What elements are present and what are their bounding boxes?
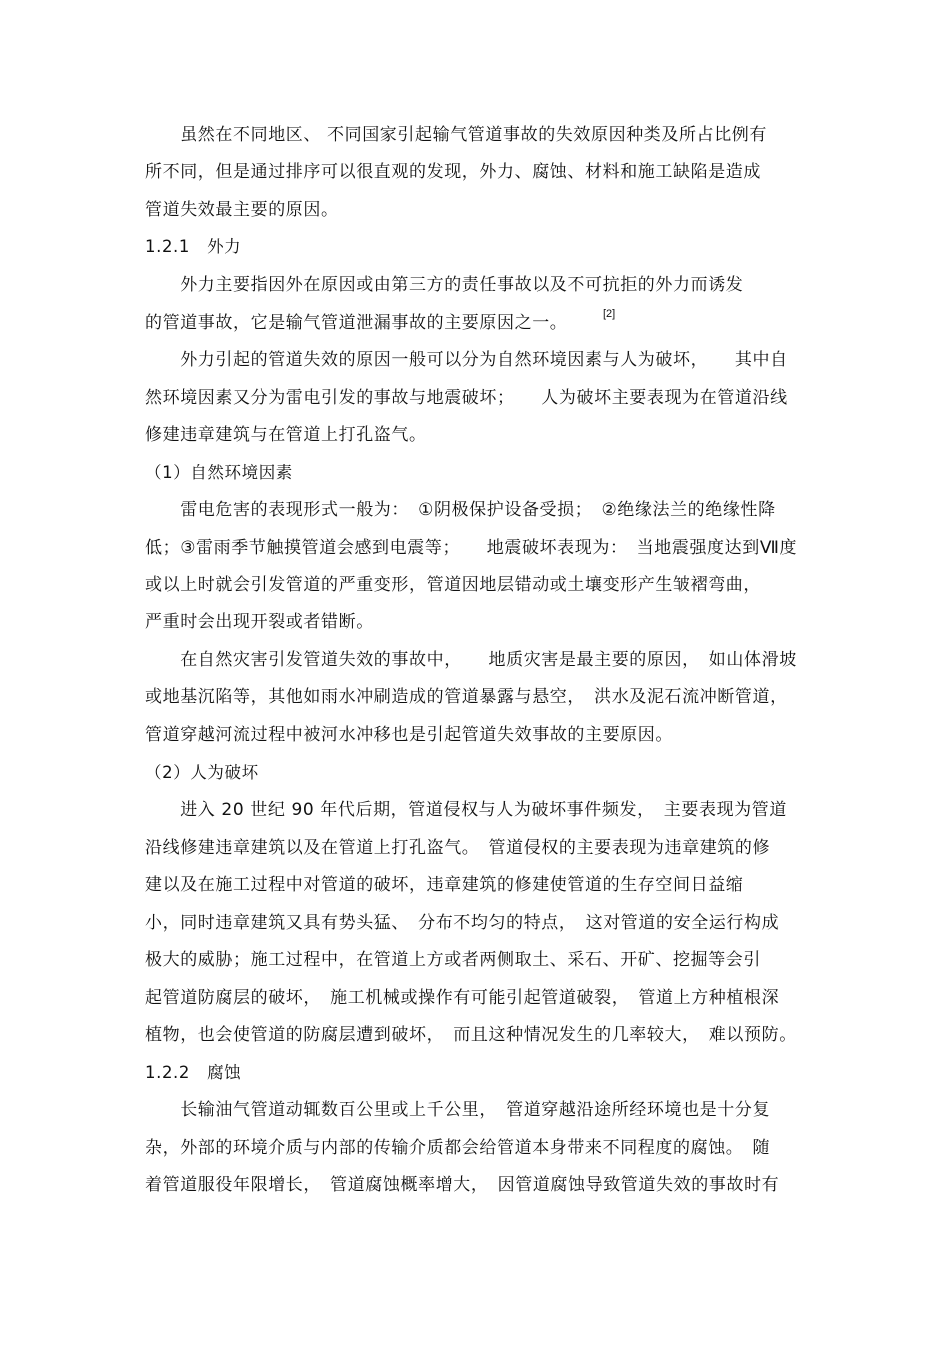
paragraph-line: 或地基沉陷等，其他如雨水冲刷造成的管道暴露与悬空， 洪水及泥石流冲断管道， — [145, 687, 788, 707]
paragraph-line: 建以及在施工过程中对管道的破坏，违章建筑的修建使管道的生存空间日益缩 — [145, 875, 744, 895]
paragraph-line: 严重时会出现开裂或者错断。 — [145, 612, 374, 632]
section-heading-1-2-1: 1.2.1 外力 — [145, 237, 242, 256]
paragraph-line: 植物，也会使管道的防腐层遭到破坏， 而且这种情况发生的几率较大， 难以预防。 — [145, 1025, 797, 1045]
paragraph-line: 外力引起的管道失效的原因一般可以分为自然环境因素与人为破坏， 其中自 — [145, 350, 788, 370]
section-heading-1-2-2: 1.2.2 腐蚀 — [145, 1063, 242, 1082]
paragraph-line: 长输油气管道动辄数百公里或上千公里， 管道穿越沿途所经环境也是十分复 — [145, 1100, 771, 1120]
paragraph-line: 极大的威胁；施工过程中，在管道上方或者两侧取土、采石、开矿、挖掘等会引 — [145, 950, 761, 970]
paragraph-line: 或以上时就会引发管道的严重变形，管道因地层错动或土壤变形产生皱褶弯曲， — [145, 575, 761, 595]
paragraph-line: 管道穿越河流过程中被河水冲移也是引起管道失效事故的主要原因。 — [145, 725, 673, 745]
paragraph-line: 虽然在不同地区、 不同国家引起输气管道事故的失效原因种类及所占比例有 — [145, 125, 768, 145]
citation-superscript: [2] — [603, 308, 616, 320]
paragraph-line: 着管道服役年限增长， 管道腐蚀概率增大， 因管道腐蚀导致管道失效的事故时有 — [145, 1175, 780, 1195]
paragraph-line: 进入 20 世纪 90 年代后期，管道侵权与人为破坏事件频发， 主要表现为管道 — [145, 800, 787, 820]
paragraph-line: 低；③雷雨季节触摸管道会感到电震等； 地震破坏表现为： 当地震强度达到Ⅶ度 — [145, 538, 798, 558]
paragraph-line: 外力主要指因外在原因或由第三方的责任事故以及不可抗拒的外力而诱发 — [145, 275, 744, 295]
paragraph-line: 杂，外部的环境介质与内部的传输介质都会给管道本身带来不同程度的腐蚀。 随 — [145, 1138, 771, 1158]
paragraph-line: 雷电危害的表现形式一般为： ①阴极保护设备受损； ②绝缘法兰的绝缘性降 — [145, 500, 776, 520]
paragraph-line: 起管道防腐层的破坏， 施工机械或操作有可能引起管道破裂， 管道上方种植根深 — [145, 988, 780, 1008]
paragraph-line: 所不同，但是通过排序可以很直观的发现，外力、腐蚀、材料和施工缺陷是造成 — [145, 162, 761, 182]
paragraph-line: 然环境因素又分为雷电引发的事故与地震破坏； 人为破坏主要表现为在管道沿线 — [145, 388, 788, 408]
paragraph-line: 沿线修建违章建筑以及在管道上打孔盗气。 管道侵权的主要表现为违章建筑的修 — [145, 838, 771, 858]
paragraph-line: 修建违章建筑与在管道上打孔盗气。 — [145, 425, 427, 445]
paragraph-line: 管道失效最主要的原因。 — [145, 200, 339, 220]
paragraph-line: 小，同时违章建筑又具有势头猛、 分布不均匀的特点， 这对管道的安全运行构成 — [145, 913, 780, 933]
paragraph-line: 的管道事故，它是输气管道泄漏事故的主要原因之一。 — [145, 313, 568, 333]
paragraph-line: 在自然灾害引发管道失效的事故中， 地质灾害是最主要的原因， 如山体滑坡 — [145, 650, 797, 670]
subsection-heading-natural: （1）自然环境因素 — [145, 463, 293, 482]
subsection-heading-human: （2）人为破坏 — [145, 763, 259, 782]
